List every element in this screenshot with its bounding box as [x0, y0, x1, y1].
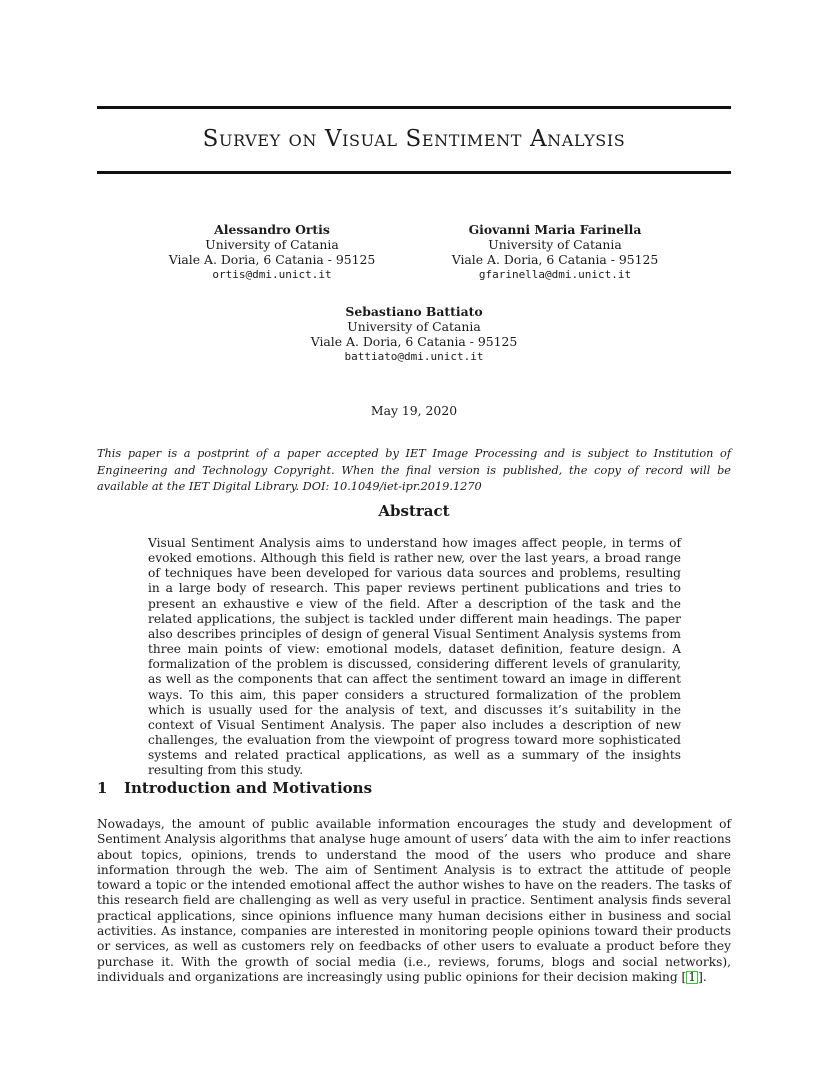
postprint-note: This paper is a postprint of a paper accepted by IET Image Processing and is subject to Institution of Engineering and Technology Copyright. When the final version is published, the copy of record will be available at the IET Digital Library. DOI: 10.1049/iet-ipr.2019.1270	[97, 447, 731, 493]
author-address: Viale A. Doria, 6 Catania - 95125	[451, 252, 659, 267]
citation-link[interactable]: 1	[688, 969, 697, 984]
section-body: Nowadays, the amount of public available information encourages the study and development of Sentiment Analysis algorithms that analyse huge amount of users’ data with the aim to infer reactions about topics, opinions, trends to understand the mood of the users who produce and share information through the web. The aim of Sentiment Analysis is to extract the attitude of people toward a topic or the intended emotional affect the author wishes to have on the readers. The tasks of this research field are challenging as well as very useful in practice. Sentiment analysis finds several practical applications, since opinions influence many human decisions either in business and social activities. As instance, companies are interested in monitoring people opinions toward their products or services, as well as customers rely on feedbacks of other users to evaluate a product before they purchase it. With the growth of social media (i.e., reviews, forums, blogs and social networks), individuals and organizations are increasingly using public opinions for their decision making [ 1 ].	[97, 817, 731, 984]
author-affiliation: University of Catania	[488, 237, 622, 252]
section-heading	[97, 779, 731, 797]
abstract-text: Visual Sentiment Analysis aims to understand how images affect people, in terms of evoked emotions. Although this field is rather new, over the last years, a broad range of techniques have been developed for various data sources and problems, resulting in a large body of research. This paper reviews pertinent publications and tries to present an exhaustive e view of the field. After a description of the task and the related applications, the subject is tackled under different main headings. The paper also describes principles of design of general Visual Sentiment Analysis systems from three main points of view: emotional models, dataset definition, feature design. A formalization of the problem is discussed, considering different levels of granularity, as well as the components that can affect the sentiment toward an image in different ways. To this aim, this paper considers a structured formalization of the problem which is usually used for the analysis of text, and discusses it’s suitability in the context of Visual Sentiment Analysis. The paper also includes a description of new challenges, the evaluation from the viewpoint of progress toward more sophisticated systems and related practical applications, as well as a summary of the insights resulting from this study.	[148, 536, 681, 778]
section-title: Introduction and Motivations	[124, 779, 373, 797]
section-text: Nowadays, the amount of public available information encourages the study and development of Sentiment Analysis algorithms that analyse huge amount of users’ data with the aim to infer reactions about topics, opinions, trends to understand the mood of the users who produce and share information through the web. The aim of Sentiment Analysis is to extract the attitude of people toward a topic or the intended emotional affect the author wishes to have on the readers. The tasks of this research field are challenging as well as very useful in practice. Sentiment analysis finds several practical applications, since opinions influence many human decisions either in business and social activities. As instance, companies are interested in monitoring people opinions toward their products or services, as well as customers rely on feedbacks of other users to evaluate a product before they purchase it. With the growth of social media (i.e., reviews, forums, blogs and social networks), individuals and organizations are increasingly using public opinions for their decision making	[97, 817, 731, 984]
author-address: Viale A. Doria, 6 Catania - 95125	[168, 252, 376, 267]
section-text-end: .	[702, 969, 707, 984]
section-number: 1	[97, 779, 108, 797]
author-name: Sebastiano Battiato	[345, 304, 483, 319]
title-rule-bottom	[97, 171, 731, 174]
author-block	[395, 222, 715, 282]
author-affiliation: University of Catania	[347, 319, 481, 334]
author-name: Giovanni Maria Farinella	[468, 222, 642, 237]
paper-title: Survey on Visual Sentiment Analysis	[202, 126, 626, 152]
author-email[interactable]: gfarinella@dmi.unict.it	[478, 268, 632, 281]
author-block	[112, 222, 432, 282]
publication-date: May 19, 2020	[370, 403, 458, 418]
author-affiliation: University of Catania	[205, 237, 339, 252]
author-email[interactable]: battiato@dmi.unict.it	[344, 350, 484, 363]
abstract-heading: Abstract	[378, 502, 450, 520]
author-block	[254, 304, 574, 364]
author-name: Alessandro Ortis	[214, 222, 330, 237]
author-address: Viale A. Doria, 6 Catania - 95125	[310, 334, 518, 349]
author-email[interactable]: ortis@dmi.unict.it	[212, 268, 332, 281]
title-rule-top	[97, 106, 731, 109]
